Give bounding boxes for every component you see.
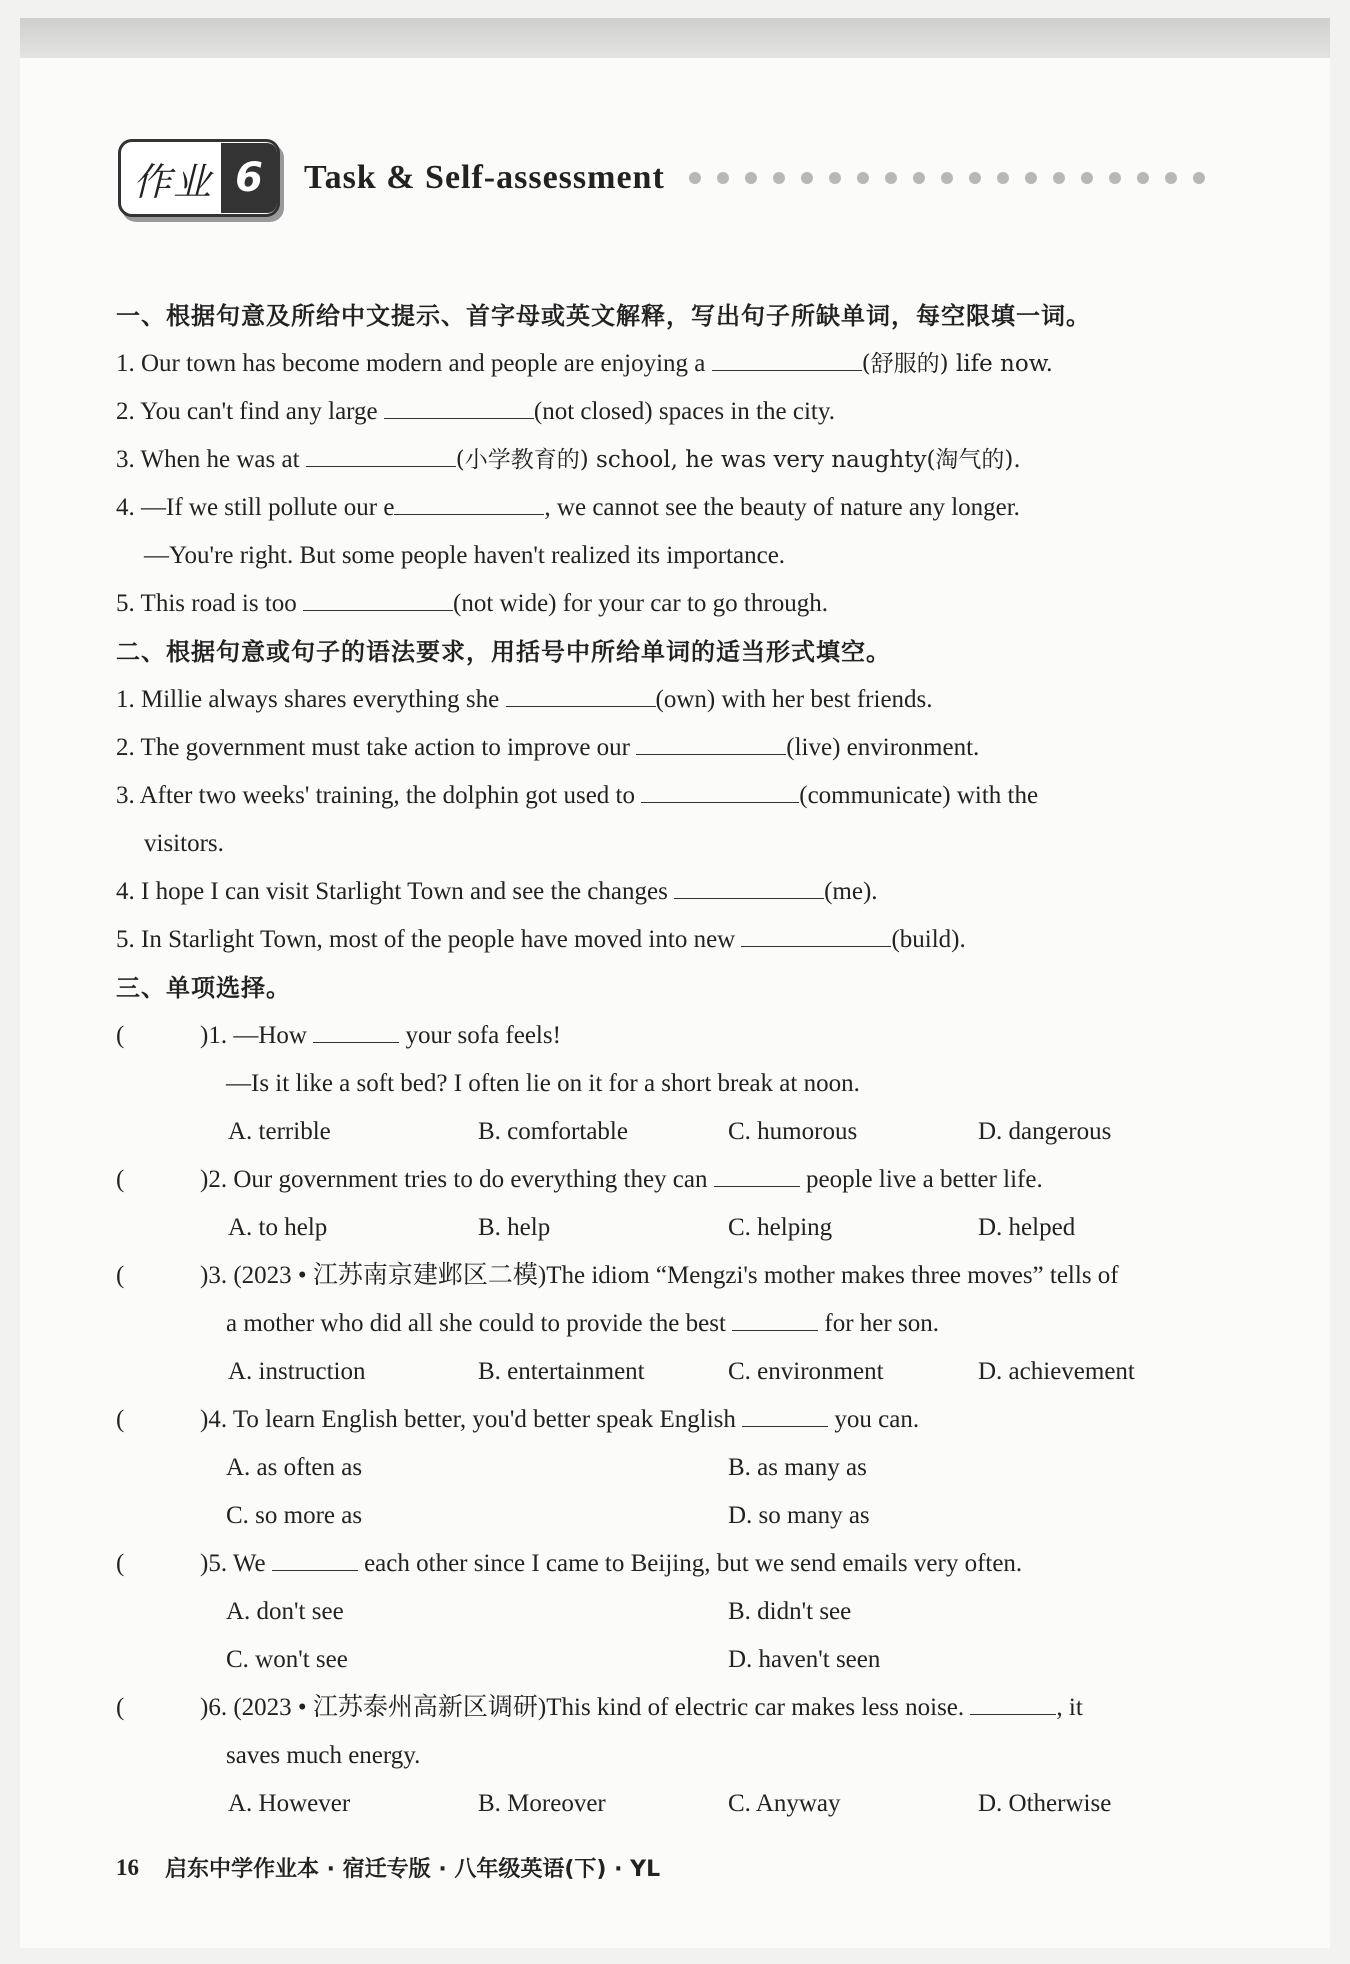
s2-q2-hint: (live) environment. xyxy=(786,734,980,761)
page-footer xyxy=(116,1852,660,1883)
page-title: Task & Self-assessment xyxy=(304,159,665,196)
s2-question-2 xyxy=(116,724,1276,772)
s3-q3-options xyxy=(116,1348,1276,1396)
s3-question-6-cont: saves much energy. xyxy=(226,1742,421,1769)
s3-q1-options xyxy=(116,1108,1276,1156)
option-c[interactable]: C. Anyway xyxy=(728,1790,841,1817)
s1-q5-text: 5. This road is too xyxy=(116,590,297,617)
top-scan-band xyxy=(20,18,1330,60)
s3-question-4 xyxy=(116,1396,1276,1444)
s3-q6-text: )6. (2023 • 江苏泰州高新区调研)This kind of electric car makes less noise. xyxy=(200,1694,965,1721)
answer-blank[interactable] xyxy=(641,776,799,803)
s1-q5-hint: (not wide) for your car to go through. xyxy=(453,590,828,617)
section-3-heading: 三、单项选择。 xyxy=(116,974,291,1002)
answer-paren[interactable]: ( xyxy=(116,1550,125,1577)
answer-blank[interactable] xyxy=(313,1016,399,1043)
s3-question-5 xyxy=(116,1540,1276,1588)
option-d[interactable]: D. Otherwise xyxy=(978,1790,1112,1817)
option-d[interactable]: D. helped xyxy=(978,1214,1076,1241)
answer-paren[interactable]: ( xyxy=(116,1262,125,1289)
s1-q4-text: 4. —If we still pollute our e xyxy=(116,494,395,521)
s2-q5-hint: (build). xyxy=(891,926,966,953)
s3-q4-options-row2 xyxy=(116,1492,1276,1540)
s2-q2-text: 2. The government must take action to improve our xyxy=(116,734,631,761)
s3-q1-rest: your sofa feels! xyxy=(405,1022,561,1049)
answer-blank[interactable] xyxy=(712,344,862,371)
s2-question-1 xyxy=(116,676,1276,724)
s2-q4-text: 4. I hope I can visit Starlight Town and see the changes xyxy=(116,878,668,905)
s2-question-3-cont: visitors. xyxy=(144,830,224,857)
s1-q3-text: 3. When he was at xyxy=(116,446,300,473)
option-c[interactable]: C. won't see xyxy=(226,1646,348,1673)
answer-paren[interactable]: ( xyxy=(116,1166,125,1193)
s2-question-4 xyxy=(116,868,1276,916)
s3-q2-rest: people live a better life. xyxy=(806,1166,1043,1193)
s3-q3-text-2: a mother who did all she could to provide the best xyxy=(226,1310,726,1337)
answer-blank[interactable] xyxy=(506,680,656,707)
s1-q2-text: 2. You can't find any large xyxy=(116,398,378,425)
s1-q2-hint: (not closed) spaces in the city. xyxy=(533,398,835,425)
answer-blank[interactable] xyxy=(394,488,544,515)
answer-paren[interactable]: ( xyxy=(116,1694,125,1721)
s3-q4-text: )4. To learn English better, you'd better speak English xyxy=(200,1406,736,1433)
badge-number: 6 xyxy=(221,143,277,213)
s3-question-3 xyxy=(116,1252,1276,1300)
s2-q1-text: 1. Millie always shares everything she xyxy=(116,686,500,713)
page-header xyxy=(118,138,1205,218)
option-b[interactable]: B. entertainment xyxy=(478,1358,645,1385)
s2-question-3 xyxy=(116,772,1276,820)
s3-q4-rest: you can. xyxy=(834,1406,920,1433)
answer-blank[interactable] xyxy=(272,1544,358,1571)
answer-blank[interactable] xyxy=(674,872,824,899)
s3-q6-options xyxy=(116,1780,1276,1828)
s1-q1-text: 1. Our town has become modern and people are enjoying a xyxy=(116,350,706,377)
option-c[interactable]: C. helping xyxy=(728,1214,833,1241)
s1-question-2 xyxy=(116,388,1276,436)
option-c[interactable]: C. humorous xyxy=(728,1118,858,1145)
option-a[interactable]: A. However xyxy=(228,1790,351,1817)
s3-question-1-reply: —Is it like a soft bed? I often lie on it for a short break at noon. xyxy=(226,1070,860,1097)
option-d[interactable]: D. so many as xyxy=(728,1502,870,1529)
s1-q3-hint: (小学教育的) school, he was very naughty(淘气的). xyxy=(455,447,1021,473)
option-a[interactable]: A. don't see xyxy=(226,1598,344,1625)
s3-q5-text: )5. We xyxy=(200,1550,266,1577)
option-d[interactable]: D. haven't seen xyxy=(728,1646,881,1673)
s3-q4-options-row1 xyxy=(116,1444,1276,1492)
option-c[interactable]: C. environment xyxy=(728,1358,884,1385)
answer-blank[interactable] xyxy=(741,920,891,947)
section-1-heading: 一、根据句意及所给中文提示、首字母或英文解释，写出句子所缺单词，每空限填一词。 xyxy=(116,302,1091,330)
s1-question-3 xyxy=(116,436,1276,484)
option-a[interactable]: A. terrible xyxy=(228,1118,331,1145)
option-a[interactable]: A. to help xyxy=(228,1214,328,1241)
s2-q5-text: 5. In Starlight Town, most of the people have moved into new xyxy=(116,926,736,953)
option-a[interactable]: A. instruction xyxy=(228,1358,366,1385)
option-d[interactable]: D. dangerous xyxy=(978,1118,1112,1145)
s1-question-1 xyxy=(116,340,1276,388)
s3-q3-text: )3. (2023 • 江苏南京建邺区二模)The idiom “Mengzi's mother makes three moves” tells of xyxy=(200,1262,1119,1289)
answer-paren[interactable]: ( xyxy=(116,1022,125,1049)
option-a[interactable]: A. as often as xyxy=(226,1454,363,1481)
s3-q3-rest: for her son. xyxy=(824,1310,939,1337)
s3-q1-text: )1. —How xyxy=(200,1022,307,1049)
s3-question-1 xyxy=(116,1012,1276,1060)
option-d[interactable]: D. achievement xyxy=(978,1358,1135,1385)
s2-q3-text: 3. After two weeks' training, the dolphin got used to xyxy=(116,782,636,809)
answer-blank[interactable] xyxy=(303,584,453,611)
s3-q5-rest: each other since I came to Beijing, but we send emails very often. xyxy=(364,1550,1023,1577)
s3-q5-options-row2 xyxy=(116,1636,1276,1684)
book-title: 启东中学作业本 · 宿迁专版 · 八年级英语(下) · YL xyxy=(165,1857,661,1882)
option-c[interactable]: C. so more as xyxy=(226,1502,363,1529)
page-number: 16 xyxy=(116,1854,139,1880)
answer-blank[interactable] xyxy=(384,392,534,419)
s3-q5-options-row1 xyxy=(116,1588,1276,1636)
s1-question-5 xyxy=(116,580,1276,628)
s2-q4-hint: (me). xyxy=(824,878,878,905)
s3-question-2 xyxy=(116,1156,1276,1204)
s1-q1-hint: (舒服的) life now. xyxy=(861,351,1053,377)
s3-question-6 xyxy=(116,1684,1276,1732)
answer-blank[interactable] xyxy=(732,1304,818,1331)
option-b[interactable]: B. as many as xyxy=(728,1454,867,1481)
option-b[interactable]: B. Moreover xyxy=(478,1790,606,1817)
s2-question-5 xyxy=(116,916,1276,964)
answer-blank[interactable] xyxy=(714,1160,800,1187)
s3-question-3-cont xyxy=(116,1300,1276,1348)
option-b[interactable]: B. help xyxy=(478,1214,551,1241)
s3-q6-rest: , it xyxy=(1056,1694,1083,1721)
s1-question-4-reply: —You're right. But some people haven't realized its importance. xyxy=(144,542,786,569)
option-b[interactable]: B. didn't see xyxy=(728,1598,852,1625)
answer-blank[interactable] xyxy=(742,1400,828,1427)
s1-question-4 xyxy=(116,484,1276,532)
decorative-dots xyxy=(689,172,1205,184)
answer-blank[interactable] xyxy=(306,440,456,467)
s2-q1-hint: (own) with her best friends. xyxy=(655,686,933,713)
answer-paren[interactable]: ( xyxy=(116,1406,125,1433)
s1-q4-rest: , we cannot see the beauty of nature any longer. xyxy=(544,494,1020,521)
answer-blank[interactable] xyxy=(970,1688,1056,1715)
s3-q2-options xyxy=(116,1204,1276,1252)
answer-blank[interactable] xyxy=(636,728,786,755)
assignment-badge xyxy=(118,139,280,217)
worksheet-content xyxy=(116,292,1276,1828)
s3-q2-text: )2. Our government tries to do everything they can xyxy=(200,1166,708,1193)
s2-q3-hint: (communicate) with the xyxy=(799,782,1039,809)
section-2-heading: 二、根据句意或句子的语法要求，用括号中所给单词的适当形式填空。 xyxy=(116,638,891,666)
badge-label: 作业 xyxy=(133,159,214,204)
option-b[interactable]: B. comfortable xyxy=(478,1118,628,1145)
